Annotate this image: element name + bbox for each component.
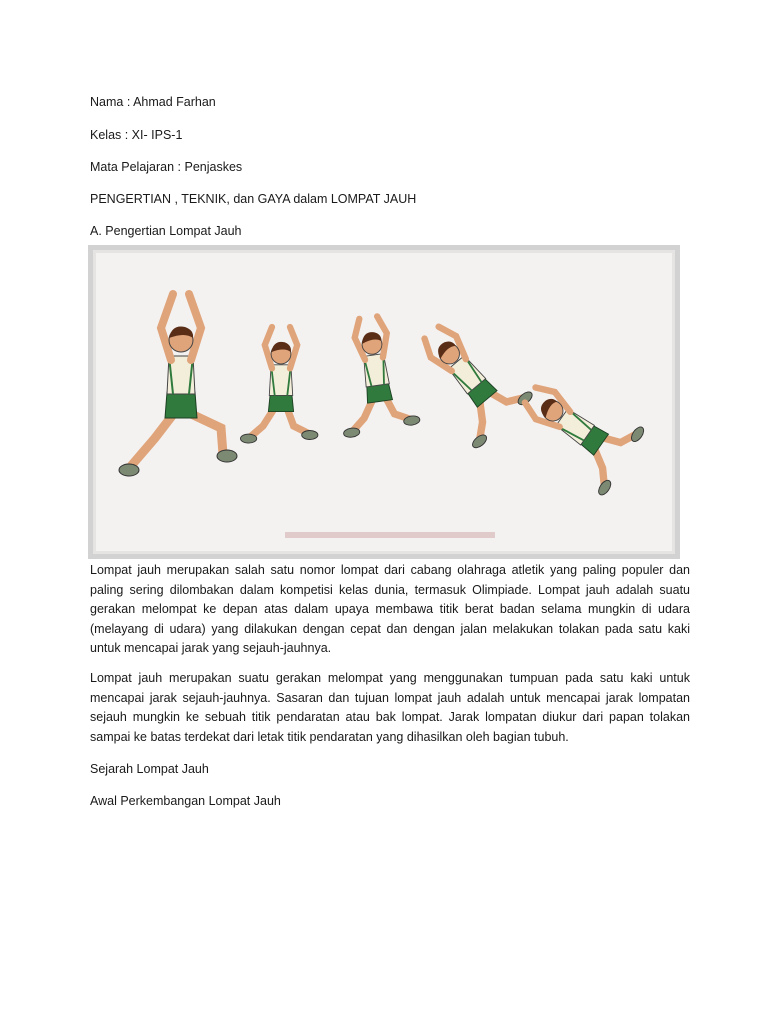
long-jump-sequence-icon	[93, 250, 675, 554]
student-name: Nama : Ahmad Farhan	[90, 95, 216, 109]
athlete-lean	[400, 308, 537, 450]
athlete-takeoff	[119, 294, 237, 476]
heading-sejarah: Sejarah Lompat Jauh	[90, 762, 209, 776]
long-jump-figure	[88, 245, 680, 559]
paragraph-2: Lompat jauh merupakan suatu gerakan melompat yang menggunakan tumpuan pada satu kaki untuk mencapai jarak sejauh-jauhnya. Sasaran dan tujuan lompat jauh adalah untuk mencapai jarak lompatan sejauh mungkin ke sebuah titik pendaratan atau bak lompat. Jarak lompatan diukur dari papan tolakan sampai ke batas terdekat dari letak titik pendaratan yang dihasilkan oleh bagian tubuh.	[90, 671, 690, 744]
athlete-crouch	[241, 327, 318, 443]
heading-awal-perkembangan: Awal Perkembangan Lompat Jauh	[90, 794, 281, 808]
paragraph-1: Lompat jauh merupakan salah satu nomor lompat dari cabang olahraga atletik yang paling populer dan paling sering dilombakan dalam kompetisi kelas dunia, termasuk Olimpiade. Lompat jauh adalah suatu gerakan melompat ke depan atas dalam upaya membawa titik berat badan selama mungkin di udara (melayang di udara) yang dilakukan dengan cepat dan dengan jalan melakukan tolakan pada satu kaki untuk mencapai jarak yang sejauh-jauhnya.	[90, 563, 690, 656]
athlete-landing	[507, 364, 650, 497]
document-title: PENGERTIAN , TEKNIK, dan GAYA dalam LOMPAT JAUH	[90, 192, 417, 206]
subject: Mata Pelajaran : Penjaskes	[90, 160, 243, 174]
student-class: Kelas : XI- IPS-1	[90, 128, 183, 142]
section-heading-a: A. Pengertian Lompat Jauh	[90, 224, 242, 238]
figure-caption-smudge	[285, 532, 495, 538]
athlete-hang	[328, 312, 421, 438]
